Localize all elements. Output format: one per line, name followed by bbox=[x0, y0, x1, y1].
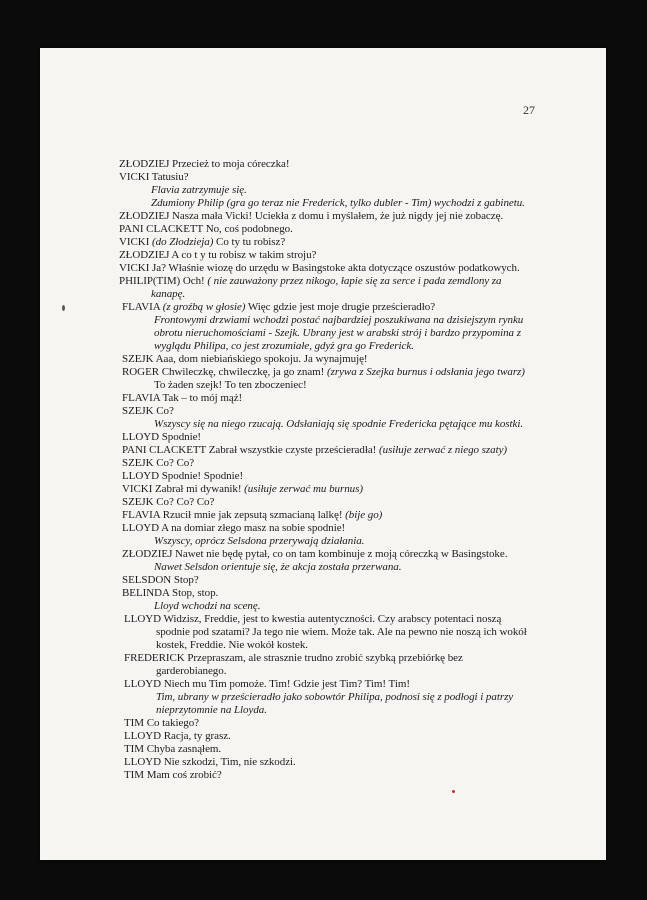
dialogue-text: ZŁODZIEJ Nasza mała Vicki! Uciekła z domu i myślałem, że już nigdy jej nie zobaczę. bbox=[119, 210, 504, 222]
script-line bbox=[156, 665, 226, 678]
dialogue-text: VICKI Tatusiu? bbox=[119, 171, 189, 183]
dialogue-text: VICKI Zabrał mi dywanik! bbox=[122, 483, 245, 495]
stage-direction: ( nie zauważony przez nikogo, łapie się za serce i pada zemdlony za bbox=[207, 275, 502, 287]
script-line bbox=[119, 158, 290, 171]
stage-direction: wyglądu Philipa, co jest zrozumiałe, gdyż gra go Frederick. bbox=[154, 340, 414, 352]
script-line bbox=[156, 704, 267, 717]
dialogue-text: Więc gdzie jest moje drugie prześcieradło? bbox=[245, 301, 436, 313]
script-line bbox=[122, 483, 363, 496]
dialogue-text: PANI CLACKETT Zabrał wszystkie czyste prześcieradła! bbox=[122, 444, 379, 456]
script-line bbox=[122, 431, 201, 444]
dialogue-text: spodnie pod szatami? Ja tego nie wiem. Może tak. Ale na pewno nie noszą ich wokół bbox=[156, 626, 527, 638]
script-line bbox=[156, 626, 527, 639]
dialogue-text: ROGER Chwileczkę, chwileczkę, ja go znam! bbox=[122, 366, 327, 378]
stage-direction: Frontowymi drzwiami wchodzi postać najbardziej poszukiwana na dzisiejszym rynku bbox=[154, 314, 524, 326]
script-line bbox=[124, 730, 231, 743]
dialogue-text: TIM Chyba zasnąłem. bbox=[124, 743, 222, 755]
dialogue-text: PHILIP(TIM) Och! bbox=[119, 275, 208, 287]
stage-direction: nieprzytomnie na Lloyda. bbox=[156, 704, 267, 716]
dialogue-text: SZEJK Co? Co? bbox=[122, 457, 195, 469]
dialogue-text: FLAVIA bbox=[122, 301, 163, 313]
dialogue-text: TIM Co takiego? bbox=[124, 717, 200, 729]
script-line bbox=[124, 678, 410, 691]
script-line bbox=[151, 197, 525, 210]
script-line bbox=[119, 171, 189, 184]
script-line bbox=[119, 262, 520, 275]
script-line bbox=[154, 379, 307, 392]
stage-direction: (do Złodzieja) bbox=[152, 236, 214, 248]
script-line bbox=[124, 743, 221, 756]
script-line bbox=[154, 314, 523, 327]
stage-direction: Lloyd wchodzi na scenę. bbox=[154, 600, 261, 612]
script-line bbox=[154, 600, 260, 613]
dialogue-text: VICKI Ja? Właśnie wiozę do urzędu w Basingstoke akta dotyczące oszustów podatkowych. bbox=[119, 262, 520, 274]
stage-direction: obrotu nieruchomościami - Szejk. Ubrany jest w arabski strój i bardzo przypomina z bbox=[154, 327, 521, 339]
stage-direction: (usiłuje zerwać z niego szaty) bbox=[379, 444, 508, 456]
script-line bbox=[119, 210, 503, 223]
script-line bbox=[154, 535, 364, 548]
script-line bbox=[156, 691, 513, 704]
script-line bbox=[122, 353, 368, 366]
script-line bbox=[122, 457, 194, 470]
dialogue-text: LLOYD Racja, ty grasz. bbox=[124, 730, 231, 742]
stage-direction: Flavia zatrzymuje się. bbox=[151, 184, 247, 196]
stage-direction: Wszyscy się na niego rzucają. Odsłaniają się spodnie Fredericka pętające mu kostki. bbox=[154, 418, 524, 430]
script-line bbox=[154, 418, 523, 431]
stage-direction: Nawet Selsdon orientuje się, że akcja została przerwana. bbox=[154, 561, 402, 573]
script-line bbox=[122, 496, 214, 509]
script-line bbox=[122, 548, 507, 561]
script-line bbox=[154, 561, 401, 574]
script-line bbox=[119, 223, 293, 236]
dialogue-text: SZEJK Co? bbox=[122, 405, 174, 417]
dialogue-text: FREDERICK Przepraszam, ale strasznie trudno zrobić szybką przebiórkę bez bbox=[124, 652, 463, 664]
dialogue-text: VICKI bbox=[119, 236, 153, 248]
script-line bbox=[124, 769, 222, 782]
red-ink-dot bbox=[452, 790, 455, 793]
dialogue-text: kostek, Freddie. Nie wokół kostek. bbox=[156, 639, 308, 651]
script-line bbox=[119, 275, 501, 288]
script-line bbox=[151, 288, 185, 301]
dialogue-text: To żaden szejk! To ten zboczeniec! bbox=[154, 379, 307, 391]
dialogue-text: BELINDA Stop, stop. bbox=[122, 587, 219, 599]
script-line bbox=[122, 301, 435, 314]
script-line bbox=[122, 509, 382, 522]
dialogue-text: LLOYD Spodnie! Spodnie! bbox=[122, 470, 244, 482]
script-line bbox=[124, 613, 501, 626]
stage-direction: (bije go) bbox=[345, 509, 383, 521]
stage-direction: (z groźbą w głosie) bbox=[162, 301, 246, 313]
script-line bbox=[124, 756, 296, 769]
script-line bbox=[119, 236, 285, 249]
dialogue-text: garderobianego. bbox=[156, 665, 227, 677]
script-line bbox=[122, 444, 507, 457]
script-line bbox=[122, 392, 242, 405]
dialogue-text: FLAVIA Rzucił mnie jak zepsutą szmacianą lalkę! bbox=[122, 509, 346, 521]
stage-direction: Zdumiony Philip (gra go teraz nie Frederick, tylko dubler - Tim) wychodzi z gabinetu. bbox=[151, 197, 525, 209]
dialogue-text: ZŁODZIEJ A co t y tu robisz w takim stroju? bbox=[119, 249, 317, 261]
script-line bbox=[122, 587, 218, 600]
script-line bbox=[122, 470, 243, 483]
page-number: 27 bbox=[523, 103, 535, 117]
dialogue-text: LLOYD A na domiar złego masz na sobie spodnie! bbox=[122, 522, 346, 534]
script-line bbox=[122, 522, 345, 535]
dialogue-text: SELSDON Stop? bbox=[122, 574, 199, 586]
script-line bbox=[119, 249, 316, 262]
dialogue-text: LLOYD Nie szkodzi, Tim, nie szkodzi. bbox=[124, 756, 296, 768]
script-line bbox=[124, 652, 463, 665]
script-line bbox=[151, 184, 247, 197]
dialogue-text: ZŁODZIEJ Przecież to moja córeczka! bbox=[119, 158, 290, 170]
script-line bbox=[124, 717, 199, 730]
paper-mark bbox=[62, 305, 65, 311]
dialogue-text: SZEJK Aaa, dom niebiańskiego spokoju. Ja wynajmuję! bbox=[122, 353, 368, 365]
dialogue-text: LLOYD Widzisz, Freddie, jest to kwestia autentyczności. Czy arabscy potentaci noszą bbox=[124, 613, 502, 625]
stage-direction: (usiłuje zerwać mu burnus) bbox=[244, 483, 363, 495]
script-line bbox=[156, 639, 308, 652]
stage-direction: Tim, ubrany w prześcieradło jako sobowtór Philipa, podnosi się z podłogi i patrzy bbox=[156, 691, 514, 703]
dialogue-text: LLOYD Spodnie! bbox=[122, 431, 202, 443]
dialogue-text: PANI CLACKETT No, coś podobnego. bbox=[119, 223, 293, 235]
dialogue-text: TIM Mam coś zrobić? bbox=[124, 769, 222, 781]
script-line bbox=[122, 405, 174, 418]
script-line bbox=[154, 327, 521, 340]
stage-direction: Wszyscy, oprócz Selsdona przerywają działania. bbox=[154, 535, 365, 547]
script-line bbox=[122, 574, 199, 587]
dialogue-text: SZEJK Co? Co? Co? bbox=[122, 496, 215, 508]
dialogue-text: LLOYD Niech mu Tim pomoże. Tim! Gdzie jest Tim? Tim! Tim! bbox=[124, 678, 410, 690]
stage-direction: (zrywa z Szejka burnus i odsłania jego twarz) bbox=[327, 366, 525, 378]
stage-direction: kanapę. bbox=[151, 288, 186, 300]
dialogue-text: FLAVIA Tak – to mój mąż! bbox=[122, 392, 243, 404]
dialogue-text: Co ty tu robisz? bbox=[213, 236, 286, 248]
script-line bbox=[154, 340, 414, 353]
script-line bbox=[122, 366, 525, 379]
dialogue-text: ZŁODZIEJ Nawet nie będę pytał, co on tam kombinuje z moją córeczką w Basingstoke. bbox=[122, 548, 508, 560]
